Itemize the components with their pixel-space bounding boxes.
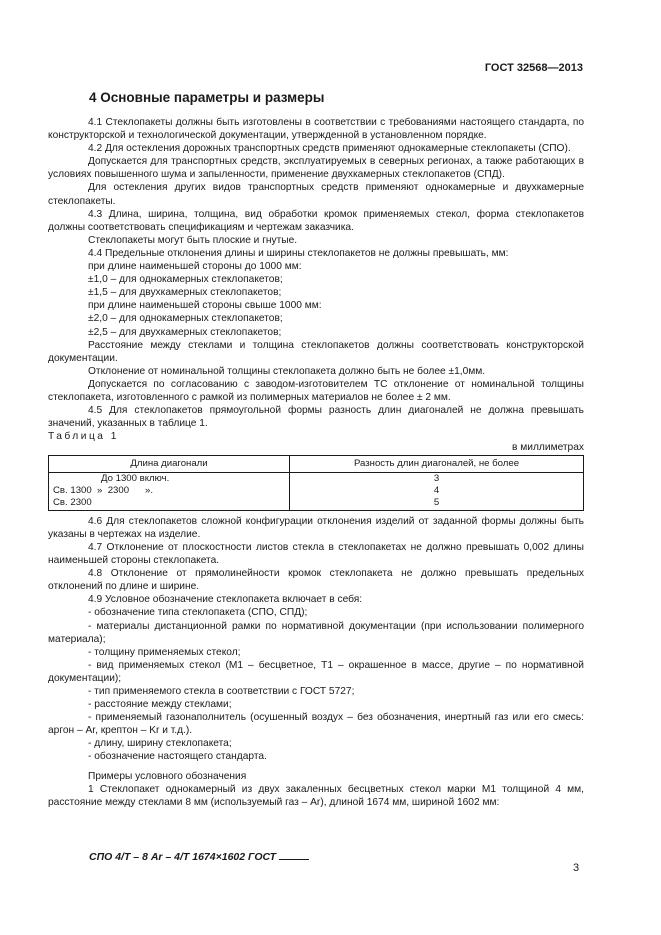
paragraph: 4.9 Условное обозначение стеклопакета включает в себя: [88, 594, 363, 606]
blank-line [279, 850, 309, 860]
list-item: - материалы дистанционной рамки по нормативной документации (при использовании полимерного материала); [48, 620, 584, 645]
paragraph: Для остекления других видов транспортных средств применяют однокамерные и двухкамерные стеклопакеты. [48, 182, 584, 207]
table-cell: 3 [290, 472, 584, 485]
list-item: - длину, ширину стеклопакета; [88, 738, 232, 750]
paragraph: 4.8 Отклонение от прямолинейности кромок стеклопакета не должно превышать предельных отклонений по длине и ширине. [48, 568, 584, 593]
paragraph: 4.7 Отклонение от плоскостности листов стекла в стеклопакетах не должно превышать 0,002 длины наименьшей стороны стеклопакета. [48, 541, 584, 567]
paragraph: ±2,0 – для однокамерных стеклопакетов; [88, 313, 283, 325]
paragraph: 1 Стеклопакет однокамерный из двух закаленных бесцветных стекол марки М1 толщиной 4 мм, расстояние между стеклами 8 мм (используемый газ – Ar), длиной 1674 мм, шириной 1602 мм: [48, 783, 584, 808]
paragraph: Отклонение от номинальной толщины стеклопакета должно быть не более ±1,0мм. [88, 365, 486, 377]
examples-heading: Примеры условного обозначения [88, 770, 247, 782]
list-item: - вид применяемых стекол (М1 – бесцветное, Т1 – окрашенное в массе, другие – по нормативной документации); [48, 659, 584, 684]
table-cell: Св. 2300 [49, 497, 290, 510]
paragraph: 4.4 Предельные отклонения длины и ширины стеклопакетов не должны превышать, мм: [88, 247, 509, 259]
list-item: - расстояние между стеклами; [88, 699, 232, 711]
designation-text: СПО 4/Т – 8 Ar – 4/Т 1674×1602 ГОСТ [89, 851, 277, 863]
table-header-cell: Длина диагонали [49, 456, 290, 472]
paragraph: Стеклопакеты могут быть плоские и гнутые. [88, 234, 298, 246]
table-row [49, 472, 584, 485]
paragraph: при длине наименьшей стороны до 1000 мм: [88, 261, 302, 273]
table-cell: 5 [290, 497, 584, 510]
table-header-cell: Разность длин диагоналей, не более [290, 456, 584, 472]
list-item: - обозначение настоящего стандарта. [88, 751, 267, 763]
table-caption: Таблица 1 [48, 431, 119, 443]
page-number: 3 [573, 862, 580, 874]
document-code: ГОСТ 32568—2013 [484, 62, 583, 74]
paragraph: Расстояние между стеклами и толщина стеклопакетов должны соответствовать конструкторской документации. [48, 339, 584, 364]
paragraph: при длине наименьшей стороны свыше 1000 мм: [88, 300, 322, 312]
paragraph: ±1,5 – для двухкамерных стеклопакетов; [88, 287, 282, 299]
list-item: - обозначение типа стеклопакета (СПО, СПД); [88, 607, 308, 619]
list-item: - тип применяемого стекла в соответствии с ГОСТ 5727; [88, 685, 355, 697]
designation-example [89, 850, 309, 863]
paragraph: ±2,5 – для двухкамерных стеклопакетов; [88, 326, 282, 338]
table-row [49, 485, 584, 497]
document-body [48, 116, 584, 809]
table-header-row [49, 456, 584, 472]
table-cell: 4 [290, 485, 584, 497]
list-item: - толщину применяемых стекол; [88, 646, 241, 658]
paragraph: Допускается для транспортных средств, эксплуатируемых в северных регионах, а также работающих в условиях повышенного шума и запыленности, применение двухкамерных стеклопакетов (СПД). [48, 156, 584, 181]
table-cell: Св. 1300 » 2300 ». [49, 485, 290, 497]
diagonal-table [48, 455, 584, 510]
table-row [49, 497, 584, 510]
paragraph: 4.3 Длина, ширина, толщина, вид обработки кромок применяемых стекол, форма стеклопакетов должны соответствовать спецификациям и чертежам заказчика. [48, 208, 584, 233]
paragraph: ±1,0 – для однокамерных стеклопакетов; [88, 274, 283, 286]
list-item: - применяемый газонаполнитель (осушенный воздух – без обозначения, инертный газ или его смесь: аргон – Ar, крептон – Kr и т.д.). [48, 712, 584, 737]
paragraph: 4.1 Стеклопакеты должны быть изготовлены в соответствии с требованиями настоящего стандарта, по конструкторской и технологической документации, утвержденной в установленном порядке. [48, 117, 584, 142]
paragraph: Допускается по согласованию с заводом-изготовителем ТС отклонение от номинальной толщины стеклопакета, изготовленного с рамкой из полимерных материалов не более ± 2 мм. [48, 378, 584, 403]
paragraph: 4.2 Для остекления дорожных транспортных средств применяют однокамерные стеклопакеты (СПО). [88, 143, 571, 155]
section-title: 4 Основные параметры и размеры [89, 90, 325, 105]
paragraph: 4.5 Для стеклопакетов прямоугольной формы разность длин диагоналей не должна превышать значений, указанных в таблице 1. [48, 405, 584, 430]
table-units: в миллиметрах [512, 442, 584, 454]
paragraph: 4.6 Для стеклопакетов сложной конфигурации отклонения изделий от заданной формы должны быть указаны в чертежах на изделие. [48, 515, 584, 540]
table-cell: До 1300 включ. [49, 472, 290, 485]
